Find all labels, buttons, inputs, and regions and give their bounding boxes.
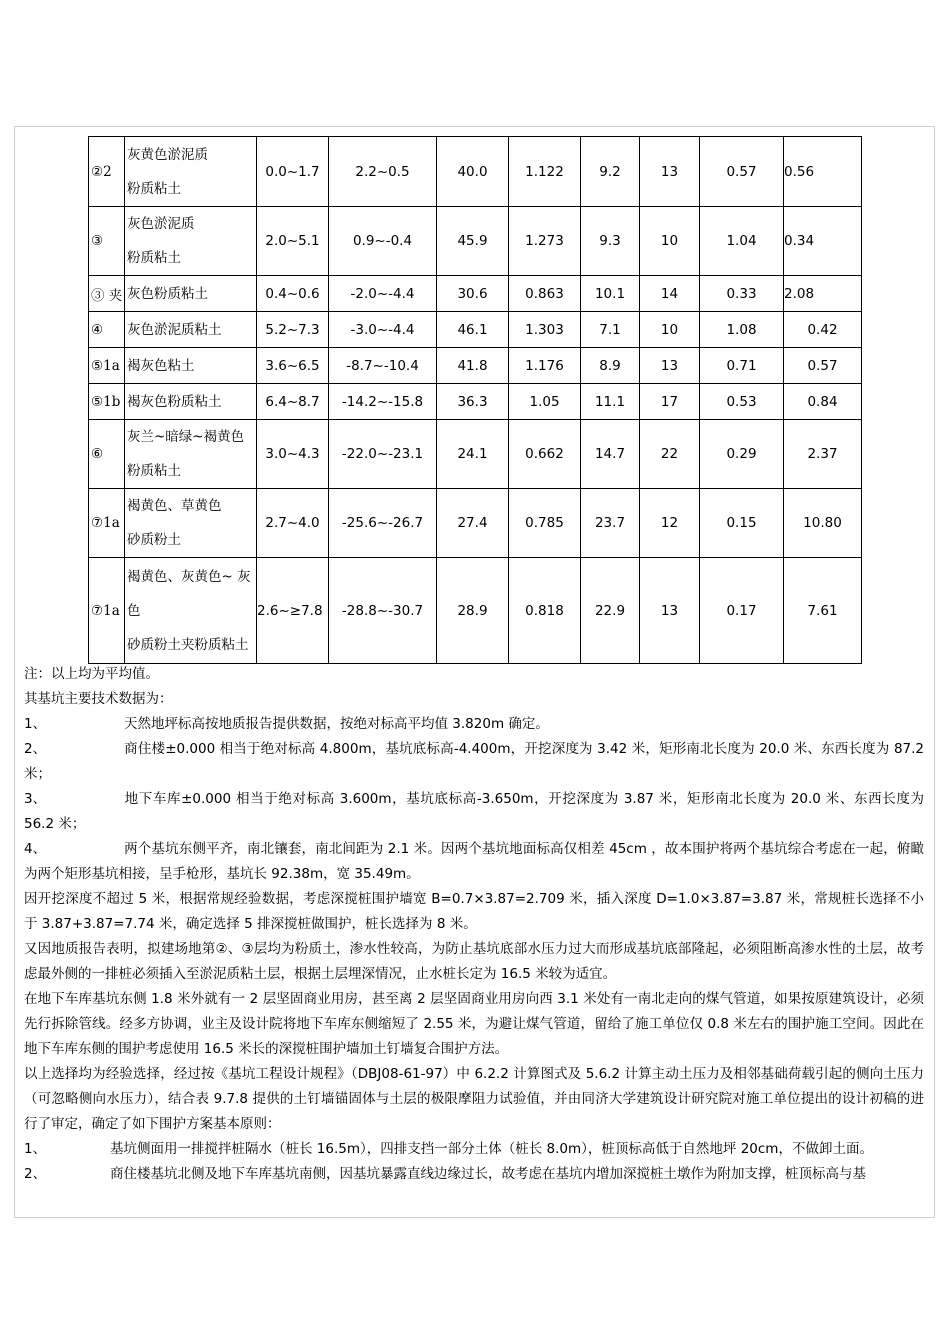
value-cell-c6: 13 bbox=[640, 348, 700, 384]
value-cell-c2: -28.8~-30.7 bbox=[329, 558, 437, 664]
value-cell-c1: 3.0~4.3 bbox=[257, 420, 329, 489]
value-cell-c4: 0.863 bbox=[509, 276, 581, 312]
item-text: 商住楼±0.000 相当于绝对标高 4.800m，基坑底标高-4.400m，开挖深度为 3.42 米，矩形南北长度为 20.0 米、东西长度为 87.2 米； bbox=[24, 741, 924, 782]
item-text: 基坑侧面用一排搅拌桩隔水（桩长 16.5m），四排支挡一部分土体（桩长 8.0m），桩顶标高低于自然地坪 20cm，不做卸土面。 bbox=[110, 1141, 873, 1157]
soil-name-line: 褐灰色粉质粘土 bbox=[127, 393, 222, 410]
soil-name-cell bbox=[125, 312, 257, 348]
value-cell-c8: 0.57 bbox=[784, 348, 862, 384]
value-cell-c6: 14 bbox=[640, 276, 700, 312]
value-cell-c6: 13 bbox=[640, 558, 700, 664]
intro-line: 其基坑主要技术数据为： bbox=[24, 691, 173, 707]
value-cell-c3: 40.0 bbox=[437, 137, 509, 207]
table-row bbox=[89, 384, 862, 420]
value-cell-c1: 2.7~4.0 bbox=[257, 489, 329, 558]
value-cell-c1: 2.0~5.1 bbox=[257, 207, 329, 276]
value-cell-c2: -22.0~-23.1 bbox=[329, 420, 437, 489]
soil-name-cell bbox=[125, 489, 257, 558]
value-cell-c7: 1.04 bbox=[700, 207, 784, 276]
paragraph-design-basis: 以上选择均为经验选择，经过按《基坑工程设计规程》（DBJ08-61-97）中 6.2.2 计算图式及 5.6.2 计算主动土压力及相邻基础荷载引起的侧向土压力（可忽略侧向水压力），结合表 9.7.8 提供的土钉墙锚固体与土层的极限摩阻力试验值，并由同济大学建筑设计研究院对施工单位提出的设计初稿的进行了审定，确定了如下围护方案基本原则： bbox=[24, 1066, 924, 1132]
value-cell-c6: 13 bbox=[640, 137, 700, 207]
value-cell-c8: 0.42 bbox=[784, 312, 862, 348]
value-cell-c4: 0.662 bbox=[509, 420, 581, 489]
value-cell-c4: 1.122 bbox=[509, 137, 581, 207]
value-cell-c3: 28.9 bbox=[437, 558, 509, 664]
value-cell-c2: -2.0~-4.4 bbox=[329, 276, 437, 312]
layer-id-cell: ⑤1a bbox=[89, 348, 125, 384]
value-cell-c5: 7.1 bbox=[581, 312, 640, 348]
value-cell-c1: 5.2~7.3 bbox=[257, 312, 329, 348]
value-cell-c1: 0.4~0.6 bbox=[257, 276, 329, 312]
tech-item-4 bbox=[24, 837, 924, 887]
value-cell-c5: 9.2 bbox=[581, 137, 640, 207]
item-text: 两个基坑东侧平齐，南北镶套，南北间距为 2.1 米。因两个基坑地面标高仅相差 45cm ，故本围护将两个基坑综合考虑在一起，俯瞰为两个矩形基坑相接，呈手枪形，基坑长 92.38m，宽 35.49m。 bbox=[24, 841, 924, 882]
soil-name-line: 色 bbox=[127, 602, 141, 619]
value-cell-c8: 2.08 bbox=[784, 276, 862, 312]
value-cell-c1: 2.6~≥7.8 bbox=[257, 558, 329, 664]
layer-id-cell: ④ bbox=[89, 312, 125, 348]
paragraph-geology: 又因地质报告表明，拟建场地第②、③层均为粉质土，渗水性较高，为防止基坑底部水压力过大而形成基坑底部隆起，必须阻断高渗水性的土层，故考虑最外侧的一排桩必须插入至淤泥质粘土层，根据土层埋深情况，止水桩长定为 16.5 米较为适宜。 bbox=[24, 941, 924, 982]
value-cell-c4: 1.05 bbox=[509, 384, 581, 420]
value-cell-c8: 0.56 bbox=[784, 137, 862, 207]
soil-name-cell bbox=[125, 276, 257, 312]
item-number: 4、 bbox=[24, 841, 47, 857]
value-cell-c2: 2.2~0.5 bbox=[329, 137, 437, 207]
soil-name-cell bbox=[125, 384, 257, 420]
soil-name-line: 褐灰色粘土 bbox=[127, 357, 195, 374]
value-cell-c7: 0.57 bbox=[700, 137, 784, 207]
table-row bbox=[89, 348, 862, 384]
table-row bbox=[89, 420, 862, 489]
soil-name-line: 灰色淤泥质粘土 bbox=[127, 321, 222, 338]
value-cell-c8: 0.34 bbox=[784, 207, 862, 276]
soil-name-line: 灰色粉质粘土 bbox=[127, 285, 208, 302]
table-note: 注：以上均为平均值。 bbox=[24, 666, 159, 682]
value-cell-c3: 46.1 bbox=[437, 312, 509, 348]
item-number: 2、 bbox=[24, 1166, 47, 1182]
tech-item-3 bbox=[24, 787, 924, 837]
principle-item-1 bbox=[24, 1137, 924, 1162]
value-cell-c8: 2.37 bbox=[784, 420, 862, 489]
layer-id-cell: ⑤1b bbox=[89, 384, 125, 420]
value-cell-c1: 3.6~6.5 bbox=[257, 348, 329, 384]
value-cell-c2: -25.6~-26.7 bbox=[329, 489, 437, 558]
value-cell-c4: 1.273 bbox=[509, 207, 581, 276]
table-row bbox=[89, 312, 862, 348]
table-row bbox=[89, 276, 862, 312]
soil-name-line: 粉质粘土 bbox=[127, 250, 181, 266]
value-cell-c1: 0.0~1.7 bbox=[257, 137, 329, 207]
value-cell-c5: 9.3 bbox=[581, 207, 640, 276]
value-cell-c7: 0.29 bbox=[700, 420, 784, 489]
soil-name-line: 灰兰~暗绿~褐黄色 bbox=[127, 429, 245, 445]
value-cell-c3: 24.1 bbox=[437, 420, 509, 489]
value-cell-c4: 0.785 bbox=[509, 489, 581, 558]
soil-name-cell bbox=[125, 137, 257, 207]
value-cell-c4: 1.176 bbox=[509, 348, 581, 384]
value-cell-c7: 0.33 bbox=[700, 276, 784, 312]
value-cell-c6: 17 bbox=[640, 384, 700, 420]
tech-item-2 bbox=[24, 737, 924, 787]
value-cell-c2: 0.9~-0.4 bbox=[329, 207, 437, 276]
soil-data-table bbox=[88, 136, 862, 664]
item-number: 3、 bbox=[24, 791, 47, 807]
soil-name-line: 褐黄色、草黄色 bbox=[127, 498, 222, 514]
soil-name-cell bbox=[125, 348, 257, 384]
table-row bbox=[89, 137, 862, 207]
item-number: 2、 bbox=[24, 741, 47, 757]
value-cell-c3: 27.4 bbox=[437, 489, 509, 558]
item-text: 商住楼基坑北侧及地下车库基坑南侧，因基坑暴露直线边缘过长，故考虑在基坑内增加深搅桩土墩作为附加支撑，桩顶标高与基 bbox=[110, 1166, 866, 1182]
layer-id-cell: ②2 bbox=[89, 137, 125, 207]
value-cell-c2: -3.0~-4.4 bbox=[329, 312, 437, 348]
layer-id-cell: ③ bbox=[89, 207, 125, 276]
value-cell-c3: 36.3 bbox=[437, 384, 509, 420]
value-cell-c2: -14.2~-15.8 bbox=[329, 384, 437, 420]
layer-id-cell: ③ 夹 bbox=[89, 276, 125, 312]
tech-item-1 bbox=[24, 712, 924, 737]
soil-name-line: 灰黄色淤泥质 bbox=[127, 146, 208, 163]
value-cell-c2: -8.7~-10.4 bbox=[329, 348, 437, 384]
value-cell-c6: 10 bbox=[640, 207, 700, 276]
paragraph-east-side: 在地下车库基坑东侧 1.8 米外就有一 2 层坚固商业用房，甚至离 2 层坚固商业用房向西 3.1 米处有一南北走向的煤气管道，如果按原建筑设计，必须先行拆除管线。经多方协调，业主及设计院将地下车库东侧缩短了 2.55 米，为避让煤气管道，留给了施工单位仅 0.8 米左右的围护施工空间。因此在地下车库东侧的围护考虑使用 16.5 米长的深搅桩围护墙加土钉墙复合围护方法。 bbox=[24, 991, 924, 1057]
soil-name-cell bbox=[125, 420, 257, 489]
value-cell-c5: 8.9 bbox=[581, 348, 640, 384]
value-cell-c7: 0.71 bbox=[700, 348, 784, 384]
layer-id-cell: ⑦1a bbox=[89, 489, 125, 558]
table-row bbox=[89, 489, 862, 558]
soil-name-line: 砂质粉土夹粉质粘土 bbox=[127, 636, 249, 653]
value-cell-c7: 0.17 bbox=[700, 558, 784, 664]
value-cell-c5: 23.7 bbox=[581, 489, 640, 558]
value-cell-c5: 10.1 bbox=[581, 276, 640, 312]
soil-name-line: 粉质粘土 bbox=[127, 463, 181, 479]
value-cell-c5: 22.9 bbox=[581, 558, 640, 664]
layer-id-cell: ⑥ bbox=[89, 420, 125, 489]
soil-name-line: 砂质粉土 bbox=[127, 532, 181, 548]
value-cell-c4: 1.303 bbox=[509, 312, 581, 348]
value-cell-c6: 10 bbox=[640, 312, 700, 348]
soil-name-cell bbox=[125, 207, 257, 276]
soil-name-line: 粉质粘土 bbox=[127, 180, 181, 197]
value-cell-c8: 0.84 bbox=[784, 384, 862, 420]
value-cell-c6: 12 bbox=[640, 489, 700, 558]
item-number: 1、 bbox=[24, 716, 47, 732]
value-cell-c8: 10.80 bbox=[784, 489, 862, 558]
body-text bbox=[24, 662, 924, 1187]
value-cell-c6: 22 bbox=[640, 420, 700, 489]
value-cell-c3: 41.8 bbox=[437, 348, 509, 384]
item-text: 地下车库±0.000 相当于绝对标高 3.600m，基坑底标高-3.650m，开挖深度为 3.87 米，矩形南北长度为 20.0 米、东西长度为 56.2 米； bbox=[24, 791, 924, 832]
layer-id-cell: ⑦1a bbox=[89, 558, 125, 664]
value-cell-c5: 11.1 bbox=[581, 384, 640, 420]
principle-item-2 bbox=[24, 1162, 924, 1187]
paragraph-pile-length: 因开挖深度不超过 5 米，根据常规经验数据，考虑深搅桩围护墙宽 B=0.7×3.87=2.709 米，插入深度 D=1.0×3.87=3.87 米，常规桩长选择不小于 3.87+3.87=7.74 米，确定选择 5 排深搅桩做围护，桩长选择为 8 米。 bbox=[24, 891, 924, 932]
value-cell-c7: 0.53 bbox=[700, 384, 784, 420]
soil-name-cell bbox=[125, 558, 257, 664]
table-row bbox=[89, 207, 862, 276]
item-number: 1、 bbox=[24, 1141, 47, 1157]
table-row bbox=[89, 558, 862, 664]
value-cell-c3: 45.9 bbox=[437, 207, 509, 276]
value-cell-c8: 7.61 bbox=[784, 558, 862, 664]
value-cell-c3: 30.6 bbox=[437, 276, 509, 312]
item-text: 天然地坪标高按地质报告提供数据，按绝对标高平均值 3.820m 确定。 bbox=[124, 716, 549, 732]
soil-name-line: 褐黄色、灰黄色~ 灰 bbox=[127, 568, 251, 585]
value-cell-c7: 0.15 bbox=[700, 489, 784, 558]
value-cell-c7: 1.08 bbox=[700, 312, 784, 348]
value-cell-c4: 0.818 bbox=[509, 558, 581, 664]
value-cell-c1: 6.4~8.7 bbox=[257, 384, 329, 420]
soil-name-line: 灰色淤泥质 bbox=[127, 216, 195, 232]
value-cell-c5: 14.7 bbox=[581, 420, 640, 489]
